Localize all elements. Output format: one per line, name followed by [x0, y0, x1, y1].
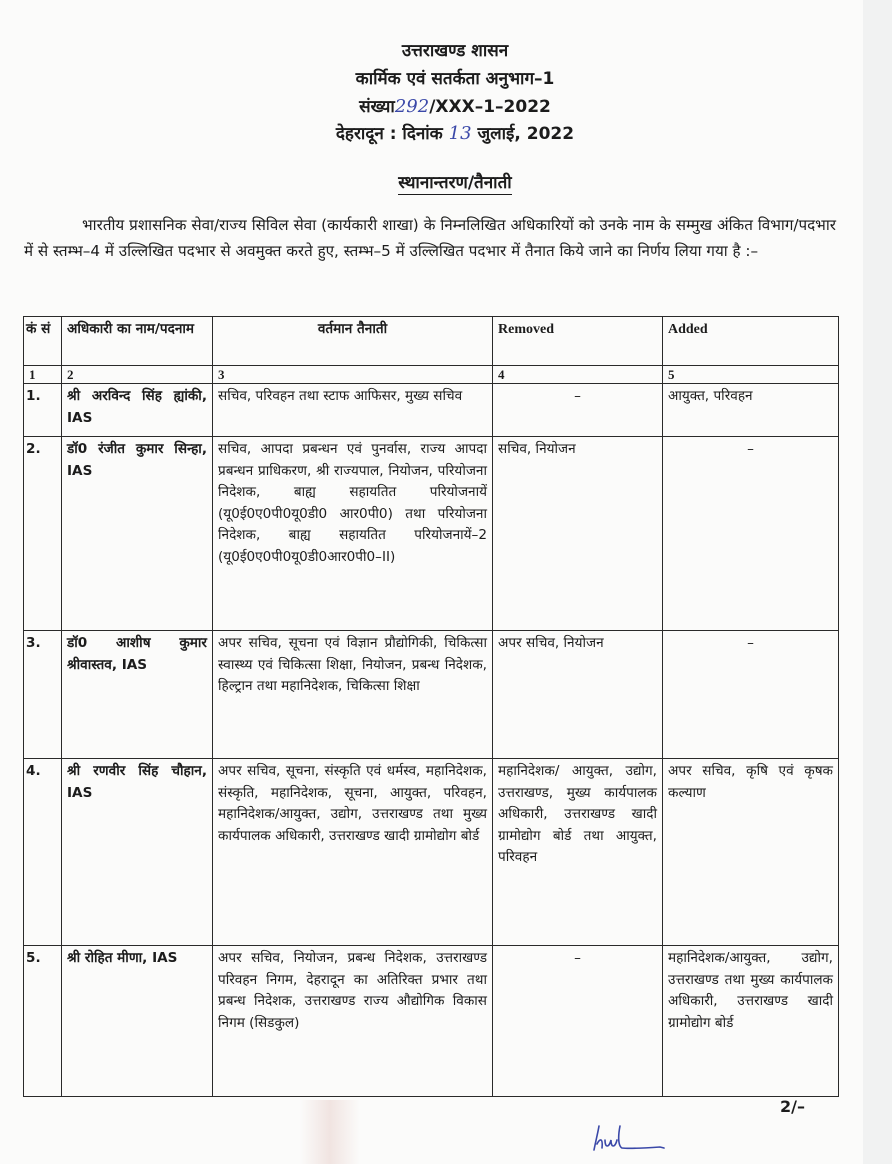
- officer-name: श्री रोहित मीणा, IAS: [62, 946, 213, 1097]
- added-charge: –: [663, 437, 839, 631]
- serial-number: 5.: [24, 946, 62, 1097]
- table-header-row: [24, 317, 839, 366]
- officer-name: डॉ0 रंजीत कुमार सिन्हा, IAS: [62, 437, 213, 631]
- department-name: कार्मिक एवं सतर्कता अनुभाग–1: [355, 69, 555, 89]
- reference-number: [250, 94, 660, 120]
- removed-charge: –: [493, 946, 663, 1097]
- subject-heading: [250, 170, 660, 193]
- serial-number: 3.: [24, 631, 62, 759]
- header-added: Added: [663, 317, 839, 366]
- added-charge: –: [663, 631, 839, 759]
- table-row: [24, 631, 839, 759]
- signature-stroke: [594, 1126, 664, 1150]
- month-year: जुलाई, 2022: [477, 124, 575, 144]
- column-number: 1: [24, 366, 62, 384]
- header-serial-number: कं सं: [24, 317, 62, 366]
- added-charge: महानिदेशक/आयुक्त, उद्योग, उत्तराखण्ड तथा मुख्य कार्यपालक अधिकारी, उत्तराखण्ड खादी ग्रामोद्योग बोर्ड: [663, 946, 839, 1097]
- table-row: [24, 946, 839, 1097]
- handwritten-day: 13: [448, 123, 472, 144]
- place-date-prefix: देहरादून : दिनांक: [335, 124, 443, 144]
- column-number: 3: [213, 366, 493, 384]
- intro-paragraph: भारतीय प्रशासनिक सेवा/राज्य सिविल सेवा (कार्यकारी शाखा) के निम्नलिखित अधिकारियों को उनके नाम के सम्मुख अंकित विभाग/पदभार में से स्तम्भ–4 में उल्लिखित पदभार से अवमुक्त करते हुए, स्तम्भ–5 में उल्लिखित पदभार में तैनात किये जाने का निर्णय लिया गया है :–: [24, 216, 836, 260]
- transfer-table: [23, 316, 839, 1097]
- officer-name: श्री अरविन्द सिंह ह्यांकी, IAS: [62, 384, 213, 437]
- scan-shadow: [300, 1100, 360, 1164]
- subject-text: स्थानान्तरण/तैनाती: [398, 173, 512, 193]
- removed-charge: महानिदेशक/ आयुक्त, उद्योग, उत्तराखण्ड, मुख्य कार्यपालक अधिकारी, उत्तराखण्ड खादी ग्रामोद्योग बोर्ड तथा आयुक्त, परिवहन: [493, 759, 663, 946]
- officer-name: श्री रणवीर सिंह चौहान, IAS: [62, 759, 213, 946]
- serial-number: 4.: [24, 759, 62, 946]
- column-number: 4: [493, 366, 663, 384]
- handwritten-reference-number: 292: [394, 96, 430, 117]
- header-current-posting: वर्तमान तैनाती: [213, 317, 493, 366]
- header-removed: Removed: [493, 317, 663, 366]
- column-number: 2: [62, 366, 213, 384]
- removed-charge: –: [493, 384, 663, 437]
- removed-charge: अपर सचिव, नियोजन: [493, 631, 663, 759]
- column-number: 5: [663, 366, 839, 384]
- serial-number: 1.: [24, 384, 62, 437]
- table-row: [24, 384, 839, 437]
- place-and-date: [250, 121, 660, 147]
- serial-number: 2.: [24, 437, 62, 631]
- current-posting: सचिव, आपदा प्रबन्धन एवं पुनर्वास, राज्य आपदा प्रबन्धन प्राधिकरण, श्री राज्यपाल, नियोजन, परियोजना निदेशक, बाह्य सहायतित परियोजनायें (यू0ई0ए0पी0यू0डी0 आर0पी0) तथा परियोजना निदेशक, बाह्य सहायतित परियोजनायें–2 (यू0ई0ए0पी0यू0डी0आर0पी0–II): [213, 437, 493, 631]
- current-posting: अपर सचिव, नियोजन, प्रबन्ध निदेशक, उत्तराखण्ड परिवहन निगम, देहरादून का अतिरिक्त प्रभार तथा प्रबन्ध निदेशक, उत्तराखण्ड राज्य औद्योगिक विकास निगम (सिडकुल): [213, 946, 493, 1097]
- current-posting: अपर सचिव, सूचना, संस्कृति एवं धर्मस्व, महानिदेशक, संस्कृति, महानिदेशक, सूचना, आयुक्त, परिवहन, महानिदेशक/आयुक्त, उद्योग, उत्तराखण्ड तथा मुख्य कार्यपालक अधिकारी, उत्तराखण्ड खादी ग्रामोद्योग बोर्ड: [213, 759, 493, 946]
- removed-charge: सचिव, नियोजन: [493, 437, 663, 631]
- current-posting: सचिव, परिवहन तथा स्टाफ आफिसर, मुख्य सचिव: [213, 384, 493, 437]
- header-officer-name: अधिकारी का नाम/पदनाम: [62, 317, 213, 366]
- reference-suffix: /XXX–1–2022: [429, 97, 551, 117]
- table-row: [24, 437, 839, 631]
- table-row: [24, 759, 839, 946]
- government-name: उत्तराखण्ड शासन: [401, 41, 509, 61]
- page-continuation: 2/–: [780, 1097, 805, 1116]
- column-number-row: [24, 366, 839, 384]
- current-posting: अपर सचिव, सूचना एवं विज्ञान प्रौद्योगिकी, चिकित्सा स्वास्थ्य एवं चिकित्सा शिक्षा, नियोजन, प्रबन्ध निदेशक, हिल्ट्रान तथा महानिदेशक, चिकित्सा शिक्षा: [213, 631, 493, 759]
- added-charge: आयुक्त, परिवहन: [663, 384, 839, 437]
- reference-prefix: संख्या: [359, 97, 395, 117]
- signature: [590, 1118, 680, 1158]
- officer-name: डॉ0 आशीष कुमार श्रीवास्तव, IAS: [62, 631, 213, 759]
- added-charge: अपर सचिव, कृषि एवं कृषक कल्याण: [663, 759, 839, 946]
